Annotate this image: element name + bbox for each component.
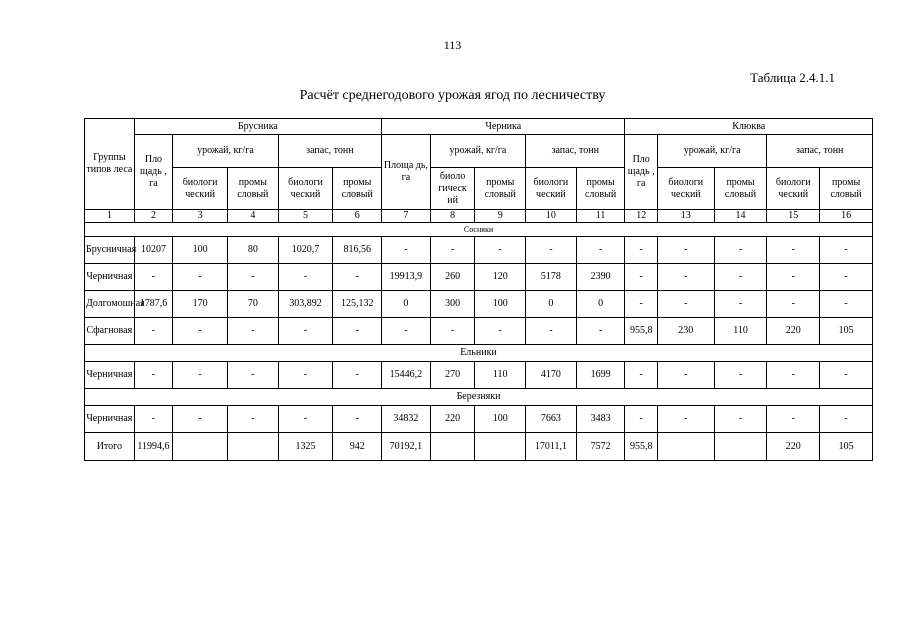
table-cell: 11994,6 (134, 433, 173, 461)
table-cell: 955,8 (625, 318, 657, 345)
column-number: 2 (134, 210, 173, 223)
table-cell (227, 433, 278, 461)
table-cell: 2390 (576, 264, 625, 291)
column-number: 1 (85, 210, 135, 223)
table-cell: 270 (430, 362, 475, 389)
table-cell: 4170 (526, 362, 577, 389)
table-cell: - (526, 237, 577, 264)
table-cell (430, 433, 475, 461)
table-cell: - (820, 406, 873, 433)
table-cell: - (382, 318, 431, 345)
table-cell: 220 (430, 406, 475, 433)
table-cell: - (134, 264, 173, 291)
column-number: 7 (382, 210, 431, 223)
column-number: 3 (173, 210, 228, 223)
species-header-cranberry: Клюква (625, 119, 873, 135)
row-name: Долгомошная (85, 291, 135, 318)
table-cell: - (714, 264, 767, 291)
table-row (85, 362, 873, 389)
table-cell: 3483 (576, 406, 625, 433)
row-name: Сфагновая (85, 318, 135, 345)
berry-yield-table (84, 118, 873, 461)
table-cell: - (625, 264, 657, 291)
prom-header: промы словый (227, 168, 278, 210)
table-cell: - (767, 237, 820, 264)
table-cell: 0 (576, 291, 625, 318)
yield-header: урожай, кг/га (657, 135, 767, 168)
table-cell: 1325 (278, 433, 333, 461)
table-cell: - (134, 362, 173, 389)
table-cell: - (657, 406, 714, 433)
prom-header: промы словый (333, 168, 382, 210)
stock-header: запас, тонн (767, 135, 873, 168)
table-cell: - (576, 237, 625, 264)
page-number: 113 (443, 38, 462, 52)
bio-header: биологи ческий (173, 168, 228, 210)
table-cell: - (625, 237, 657, 264)
table-cell: 100 (475, 291, 526, 318)
table-cell: - (767, 264, 820, 291)
column-number-row (85, 210, 873, 223)
column-number: 8 (430, 210, 475, 223)
column-number: 4 (227, 210, 278, 223)
stock-header: запас, тонн (526, 135, 625, 168)
stock-header: запас, тонн (278, 135, 381, 168)
page-title: Расчёт среднегодового урожая ягод по лесничеству (299, 88, 606, 103)
prom-header: промы словый (576, 168, 625, 210)
table-cell: - (714, 406, 767, 433)
table-row (85, 291, 873, 318)
table-cell: - (625, 362, 657, 389)
table-cell: 942 (333, 433, 382, 461)
table-cell: - (278, 362, 333, 389)
table-cell: - (714, 291, 767, 318)
table-cell: 7572 (576, 433, 625, 461)
table-cell: 100 (173, 237, 228, 264)
table-cell: 955,8 (625, 433, 657, 461)
table-cell: - (657, 264, 714, 291)
column-number: 10 (526, 210, 577, 223)
table-cell: 19913,9 (382, 264, 431, 291)
column-number: 11 (576, 210, 625, 223)
table-cell: - (576, 318, 625, 345)
table-cell: - (657, 362, 714, 389)
table-cell: 1020,7 (278, 237, 333, 264)
table-cell: - (227, 318, 278, 345)
table-cell: - (278, 264, 333, 291)
table-cell: 120 (475, 264, 526, 291)
species-header-lingonberry: Брусника (134, 119, 381, 135)
table-number: Таблица 2.4.1.1 (750, 70, 835, 85)
table-cell: - (430, 318, 475, 345)
area-header: Пло щадь , га (134, 135, 173, 210)
table-cell: 7663 (526, 406, 577, 433)
table-cell: - (475, 237, 526, 264)
table-cell: 34832 (382, 406, 431, 433)
table-cell: 70 (227, 291, 278, 318)
table-cell: - (475, 318, 526, 345)
table-cell: 1699 (576, 362, 625, 389)
table-cell: 105 (820, 433, 873, 461)
table-cell: 260 (430, 264, 475, 291)
table-cell: 300 (430, 291, 475, 318)
table-row (85, 237, 873, 264)
column-number: 9 (475, 210, 526, 223)
table-cell: - (278, 318, 333, 345)
table-cell: - (820, 362, 873, 389)
bio-header: биологи ческий (278, 168, 333, 210)
table-cell: - (820, 291, 873, 318)
table-cell: - (173, 318, 228, 345)
total-label: Итого (85, 433, 135, 461)
table-cell: - (173, 362, 228, 389)
species-header-blueberry: Черника (382, 119, 625, 135)
table-cell: 0 (382, 291, 431, 318)
table-cell: - (820, 264, 873, 291)
table-cell: 230 (657, 318, 714, 345)
section-header-birch: Березняки (85, 389, 873, 406)
table-cell: - (173, 406, 228, 433)
prom-header: промы словый (475, 168, 526, 210)
table-cell: 80 (227, 237, 278, 264)
table-cell: - (227, 362, 278, 389)
table-cell: 170 (173, 291, 228, 318)
table-cell (714, 433, 767, 461)
column-number: 16 (820, 210, 873, 223)
table-cell: 10207 (134, 237, 173, 264)
table-cell: - (625, 406, 657, 433)
column-number: 6 (333, 210, 382, 223)
bio-header: биологи ческий (767, 168, 820, 210)
group-header: Группы типов леса (85, 119, 135, 210)
bio-header: биологи ческий (526, 168, 577, 210)
table-cell: - (767, 291, 820, 318)
table-cell: - (714, 362, 767, 389)
total-row (85, 433, 873, 461)
table-cell (173, 433, 228, 461)
table-cell: 70192,1 (382, 433, 431, 461)
table-cell: - (767, 406, 820, 433)
table-cell: - (526, 318, 577, 345)
column-number: 5 (278, 210, 333, 223)
column-number: 14 (714, 210, 767, 223)
column-number: 15 (767, 210, 820, 223)
table-cell: - (134, 406, 173, 433)
table-cell: - (333, 264, 382, 291)
row-name: Черничная (85, 406, 135, 433)
table-cell: 125,132 (333, 291, 382, 318)
row-name: Черничная (85, 264, 135, 291)
table-cell: - (333, 318, 382, 345)
table-cell: 220 (767, 318, 820, 345)
table-cell: 0 (526, 291, 577, 318)
yield-header: урожай, кг/га (430, 135, 525, 168)
table-cell: 1787,6 (134, 291, 173, 318)
bio-header: биоло гическ ий (430, 168, 475, 210)
prom-header: промы словый (820, 168, 873, 210)
column-number: 13 (657, 210, 714, 223)
column-number: 12 (625, 210, 657, 223)
table-row (85, 406, 873, 433)
table-cell: - (657, 291, 714, 318)
table-cell: 17011,1 (526, 433, 577, 461)
table-cell (475, 433, 526, 461)
table-cell: - (820, 237, 873, 264)
table-cell: - (227, 406, 278, 433)
table-cell: 220 (767, 433, 820, 461)
table-cell: 105 (820, 318, 873, 345)
table-cell: - (173, 264, 228, 291)
table-cell: - (134, 318, 173, 345)
table-cell: - (382, 237, 431, 264)
section-header-spruce: Ельники (85, 345, 873, 362)
table-cell (657, 433, 714, 461)
area-header: Площа дь, га (382, 135, 431, 210)
table-cell: - (227, 264, 278, 291)
table-cell: - (767, 362, 820, 389)
table-cell: 110 (475, 362, 526, 389)
table-cell: - (333, 362, 382, 389)
table-cell: 100 (475, 406, 526, 433)
section-header-pine: Сосняки (85, 223, 873, 237)
table-cell: - (657, 237, 714, 264)
area-header: Пло щадь , га (625, 135, 657, 210)
table-cell: - (430, 237, 475, 264)
table-row (85, 264, 873, 291)
table-cell: 15446,2 (382, 362, 431, 389)
prom-header: промы словый (714, 168, 767, 210)
table-cell: - (714, 237, 767, 264)
table-row (85, 318, 873, 345)
table-cell: 110 (714, 318, 767, 345)
table-cell: - (333, 406, 382, 433)
yield-header: урожай, кг/га (173, 135, 278, 168)
table-cell: - (625, 291, 657, 318)
row-name: Черничная (85, 362, 135, 389)
table-cell: 816,56 (333, 237, 382, 264)
row-name: Брусничная (85, 237, 135, 264)
table-cell: 5178 (526, 264, 577, 291)
bio-header: биологи ческий (657, 168, 714, 210)
table-cell: - (278, 406, 333, 433)
table-cell: 303,892 (278, 291, 333, 318)
